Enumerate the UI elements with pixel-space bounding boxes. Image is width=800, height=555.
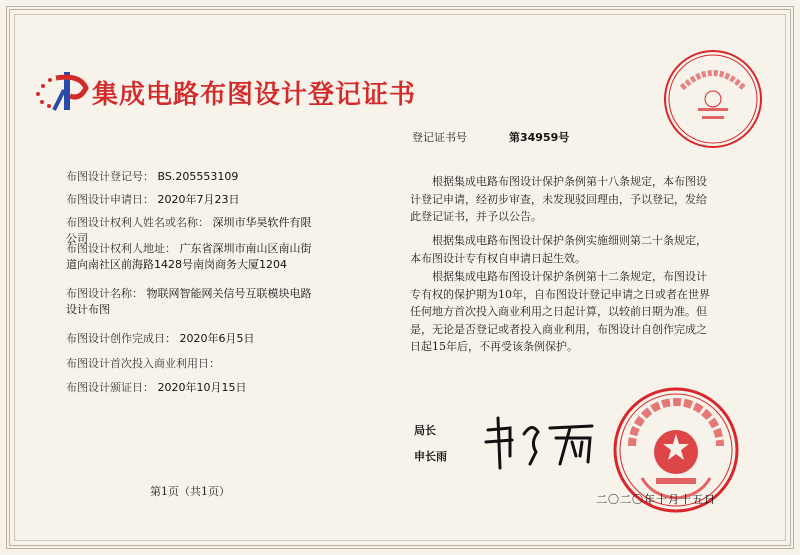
field-application-date: [66, 191, 240, 208]
certificate-title: 集成电路布图设计登记证书: [92, 80, 417, 110]
field-holder-name: [66, 214, 312, 231]
field-value-cont: 公司: [66, 232, 88, 245]
field-value: 2020年10月15日: [157, 381, 247, 394]
field-label: 布图设计登记号：: [66, 170, 154, 183]
field-holder-address: [66, 240, 312, 257]
paragraph-line: 根据集成电路布图设计保护条例第十二条规定，布图设计: [432, 270, 707, 283]
paragraph-effective: [410, 232, 710, 267]
paragraph-line: 日起15年后，不再受该条例保护。: [410, 340, 578, 353]
field-label: 布图设计颁证日：: [66, 381, 154, 394]
field-value-cont: 设计布图: [66, 303, 110, 316]
field-label: 布图设计创作完成日：: [66, 332, 176, 345]
director-name: 申长雨: [414, 450, 447, 463]
page-indicator: 第1页（共1页）: [150, 485, 230, 498]
field-value: 物联网智能网关信号互联模块电路: [146, 287, 312, 300]
paragraph-line: 本布图设计专有权自申请日起生效。: [410, 251, 586, 265]
paragraph-line: 根据集成电路布图设计保护条例实施细则第二十条规定，: [432, 234, 707, 247]
top-seal-icon: [662, 48, 764, 150]
field-label: 布图设计权利人地址：: [66, 242, 176, 255]
director-title: 局长: [414, 424, 436, 437]
field-value: 广东省深圳市南山区南山街: [179, 242, 312, 255]
paragraph-line: 根据集成电路布图设计保护条例第十八条规定，本布图设: [432, 175, 707, 188]
field-value: 2020年6月5日: [179, 332, 255, 345]
field-design-name: [66, 285, 312, 302]
field-value-cont: 道向南社区前海路1428号南岗商务大厦1204: [66, 258, 287, 271]
paragraph-line: 专有权的保护期为10年，自布图设计登记申请之日或者在世界: [410, 287, 710, 301]
paragraph-line: 任何地方首次投入商业利用之日起计算，以较前日期为准。但: [410, 305, 707, 318]
field-commercial-date: [66, 355, 220, 372]
field-label: 布图设计权利人姓名或名称：: [66, 216, 209, 229]
field-label: 布图设计申请日：: [66, 193, 154, 206]
paragraph-registration: [410, 173, 710, 226]
paragraph-line: 是，无论是否登记或者投入商业利用，布图设计自创作完成之: [410, 322, 707, 336]
cert-number-label: 登记证书号: [412, 131, 467, 144]
paragraph-protection: [410, 268, 710, 356]
field-label: 布图设计名称：: [66, 287, 143, 300]
field-value: 深圳市华昊软件有限: [212, 216, 312, 229]
cert-number-value: 第34959号: [509, 131, 570, 144]
field-value: 2020年7月23日: [157, 193, 240, 206]
field-value: BS.205553109: [157, 170, 239, 183]
cnipa-logo-icon: [30, 66, 92, 114]
field-registration-no: [66, 168, 238, 185]
field-holder-address-cont: [66, 256, 287, 273]
field-creation-date: [66, 330, 255, 347]
handwritten-signature-icon: [480, 412, 600, 472]
field-label: 布图设计首次投入商业利用日：: [66, 357, 220, 370]
field-issue-date: [66, 379, 247, 396]
paragraph-line: 计登记申请，经初步审查，未发现驳回理由，予以登记，发给: [410, 192, 707, 206]
field-design-name-cont: [66, 301, 110, 318]
paragraph-line: 此登记证书，并予以公告。: [410, 210, 542, 223]
issue-date-text: 二〇二〇年十月十五日: [596, 493, 716, 506]
